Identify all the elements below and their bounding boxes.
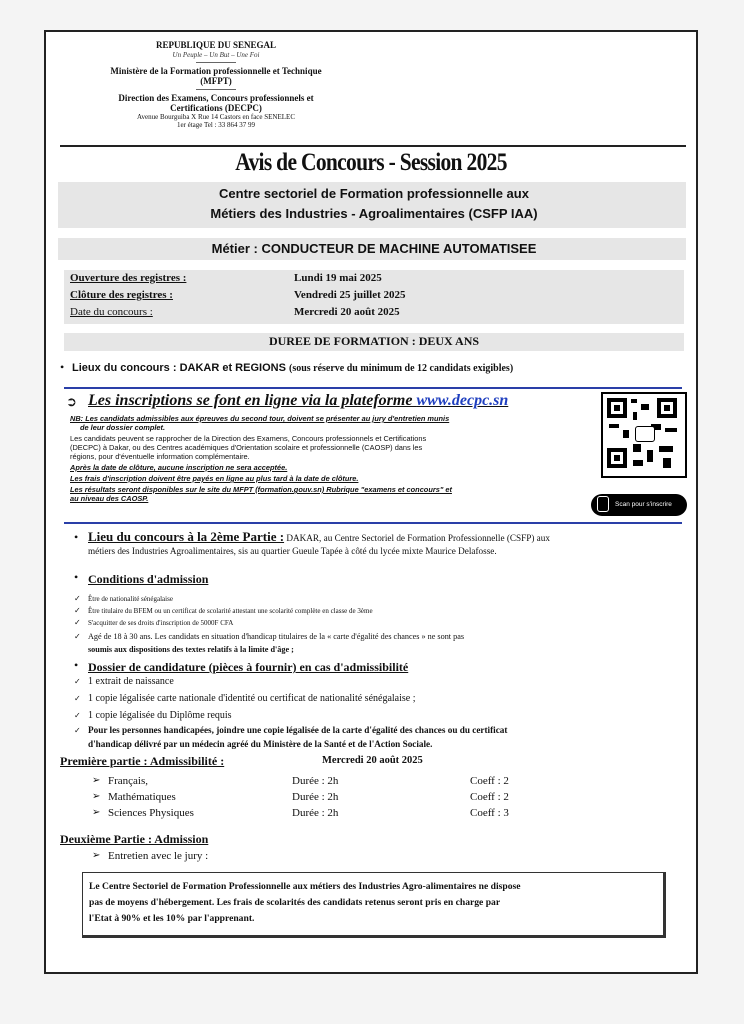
subject-name: Sciences Physiques	[108, 807, 194, 819]
condition-item-3: S'acquitter de ses droits d'inscription de 5000F CFA	[88, 619, 234, 627]
header-block	[96, 40, 336, 129]
metier-value: CONDUCTEUR DE MACHINE AUTOMATISEE	[261, 241, 537, 256]
note-line-1: Le Centre Sectoriel de Formation Professionnelle aux métiers des Industries Agro-alimentaires ne dispose	[89, 881, 521, 892]
date-value-ouverture: Lundi 19 mai 2025	[294, 272, 382, 284]
bullet-icon: •	[74, 530, 79, 544]
condition-item-2: Être titulaire du BFEM ou un certificat de scolarité attestant une scolarité complète en classe de 3ème	[88, 607, 373, 615]
dossier-item-4b: d'handicap délivré par un médecin agréé du Ministère de la Santé et de l'Action Sociale.	[88, 739, 433, 749]
premiere-partie-heading: Première partie : Admissibilité :	[60, 754, 225, 768]
metier-label: Métier :	[211, 241, 262, 256]
document-page	[44, 30, 698, 974]
bullet-icon: •	[74, 658, 79, 672]
check-icon: ✓	[74, 618, 81, 627]
inscription-note-4: Les frais d'inscription doivent être payés en ligne au plus tard à la date de clôture.	[70, 474, 359, 483]
date-label-ouverture: Ouverture des registres :	[70, 272, 187, 284]
date-value-concours: Mercredi 20 août 2025	[294, 306, 400, 318]
subject-duree: Durée : 2h	[292, 807, 339, 819]
lieu2-text: DAKAR, au Centre Sectoriel de Formation Professionnelle (CSFP) aux	[284, 533, 550, 543]
header-rule	[60, 145, 686, 147]
lieux-concours	[72, 362, 513, 374]
floor-tel: 1er étage Tel : 33 864 37 99	[176, 121, 256, 129]
national-motto: Un Peuple – Un But – Une Foi	[172, 51, 260, 59]
bullet-icon: •	[74, 570, 79, 584]
lieux-note: (sous réserve du minimum de 12 candidats exigibles)	[288, 363, 514, 374]
centre-line-1: Centre sectoriel de Formation professionnelle aux	[219, 186, 529, 201]
date-value-cloture: Vendredi 25 juillet 2025	[294, 289, 406, 301]
ministry-name: Ministère de la Formation professionnelle et Technique (MFPT)	[110, 66, 322, 86]
inscription-note-2b: (DECPC) à Dakar, ou des Centres académiques d'Orientation scolaire et professionnelle (CAOSP) dans les	[70, 443, 423, 452]
check-icon: ✓	[74, 594, 81, 603]
subject-coeff: Coeff : 2	[470, 791, 509, 803]
premiere-partie-date: Mercredi 20 août 2025	[322, 755, 423, 766]
check-icon: ✓	[74, 694, 81, 703]
check-icon: ✓	[74, 711, 81, 720]
chevron-icon: ➢	[92, 850, 101, 861]
date-label-concours: Date du concours :	[70, 306, 153, 318]
subject-duree: Durée : 2h	[292, 775, 339, 787]
header-divider	[196, 62, 236, 63]
inscriptions-heading	[88, 392, 508, 410]
chevron-icon: ➢	[92, 807, 101, 818]
duree-formation: DUREE DE FORMATION : DEUX ANS	[268, 334, 480, 348]
lieu2-text-2: métiers des Industries Agroalimentaires, sis au quartier Gueule Tapée à côté du lycée mixte Maurice Delafosse.	[88, 546, 497, 556]
check-icon: ✓	[74, 677, 81, 686]
lieux-label: Lieux du concours : DAKAR et REGIONS	[72, 362, 286, 374]
check-icon: ✓	[74, 632, 81, 641]
chevron-icon: ➢	[92, 791, 101, 802]
subject-duree: Durée : 2h	[292, 791, 339, 803]
deuxieme-partie-heading: Deuxième Partie : Admission	[60, 832, 209, 846]
dossier-heading: Dossier de candidature (pièces à fournir) en cas d'admissibilité	[88, 660, 409, 674]
inscriptions-box	[64, 387, 682, 524]
chevron-icon: ➢	[92, 775, 101, 786]
dossier-item-2: 1 copie légalisée carte nationale d'identité ou certificat de nationalité sénégalaise ;	[88, 693, 416, 704]
condition-item-4b: soumis aux dispositions des textes relatifs à la limite d'âge ;	[88, 645, 294, 654]
direction-name: Direction des Examens, Concours professionnels et Certifications (DECPC)	[118, 93, 314, 113]
republic-name: REPUBLIQUE DU SENEGAL	[155, 40, 277, 50]
hebergement-note-box	[82, 872, 666, 938]
note-line-3: l'Etat à 90% et les 10% par l'apprenant.	[89, 913, 255, 924]
subject-coeff: Coeff : 3	[470, 807, 509, 819]
address: Avenue Bourguiba X Rue 14 Castors en face SENELEC	[137, 113, 295, 121]
lieu2-label: Lieu du concours à la 2ème Partie :	[88, 529, 285, 544]
condition-item-4: Agé de 18 à 30 ans. Les candidats en situation d'handicap titulaires de la « carte d'égalité des chances » ne sont pas	[88, 632, 465, 641]
lieu-deuxieme-partie	[88, 529, 550, 545]
conditions-heading: Conditions d'admission	[88, 572, 209, 586]
inscription-note-2c: régions, pour d'éventuelle information complémentaire.	[70, 452, 250, 461]
inscription-note-5: Les résultats seront disponibles sur le site du MFPT (formation.gouv.sn) Rubrique "examens et concours" et	[70, 485, 452, 494]
date-label-cloture: Clôture des registres :	[70, 289, 173, 301]
check-icon: ✓	[74, 726, 81, 735]
qr-code-icon[interactable]	[601, 392, 687, 478]
inscription-note-3: Après la date de clôture, aucune inscription ne sera acceptée.	[70, 463, 288, 472]
condition-item-1: Être de nationalité sénégalaise	[88, 595, 173, 603]
check-icon: ✓	[74, 606, 81, 615]
inscriptions-heading-text: Les inscriptions se font en ligne via la plateforme	[88, 392, 417, 409]
decpc-link[interactable]: www.decpc.sn	[416, 392, 509, 409]
inscription-note-1: NB: Les candidats admissibles aux épreuves du second tour, doivent se présenter au jury d'entretien munis	[70, 414, 450, 423]
inscription-note-2: Les candidats peuvent se rapprocher de la Direction des Examens, Concours professionnels et Certifications	[70, 434, 427, 443]
scan-label: Scan pour s'inscrire	[615, 501, 672, 508]
notice-title: Avis de Concours - Session 2025	[235, 149, 507, 176]
inscription-note-5b: au niveau des CAOSP.	[70, 494, 149, 503]
dossier-item-3: 1 copie légalisée du Diplôme requis	[88, 710, 232, 721]
subject-name: Mathématiques	[108, 791, 176, 803]
deuxieme-item: Entretien avec le jury :	[108, 850, 209, 862]
inscription-note-1b: de leur dossier complet.	[80, 423, 166, 432]
dossier-item-1: 1 extrait de naissance	[88, 676, 174, 687]
phone-icon	[597, 496, 609, 512]
scan-badge[interactable]	[591, 494, 687, 516]
header-divider	[196, 89, 236, 90]
subject-coeff: Coeff : 2	[470, 775, 509, 787]
metier	[62, 241, 686, 256]
note-line-2: pas de moyens d'hébergement. Les frais de scolarités des candidats retenus seront pris en charge par	[89, 897, 501, 908]
bullet-icon: •	[60, 360, 65, 374]
subject-name: Français,	[108, 775, 149, 787]
centre-line-2: Métiers des Industries - Agroalimentaires (CSFP IAA)	[210, 206, 538, 221]
dossier-item-4: Pour les personnes handicapées, joindre une copie légalisée de la carte d'égalité des chances ou du certificat	[88, 725, 508, 735]
arrow-icon: ➲	[66, 394, 77, 409]
